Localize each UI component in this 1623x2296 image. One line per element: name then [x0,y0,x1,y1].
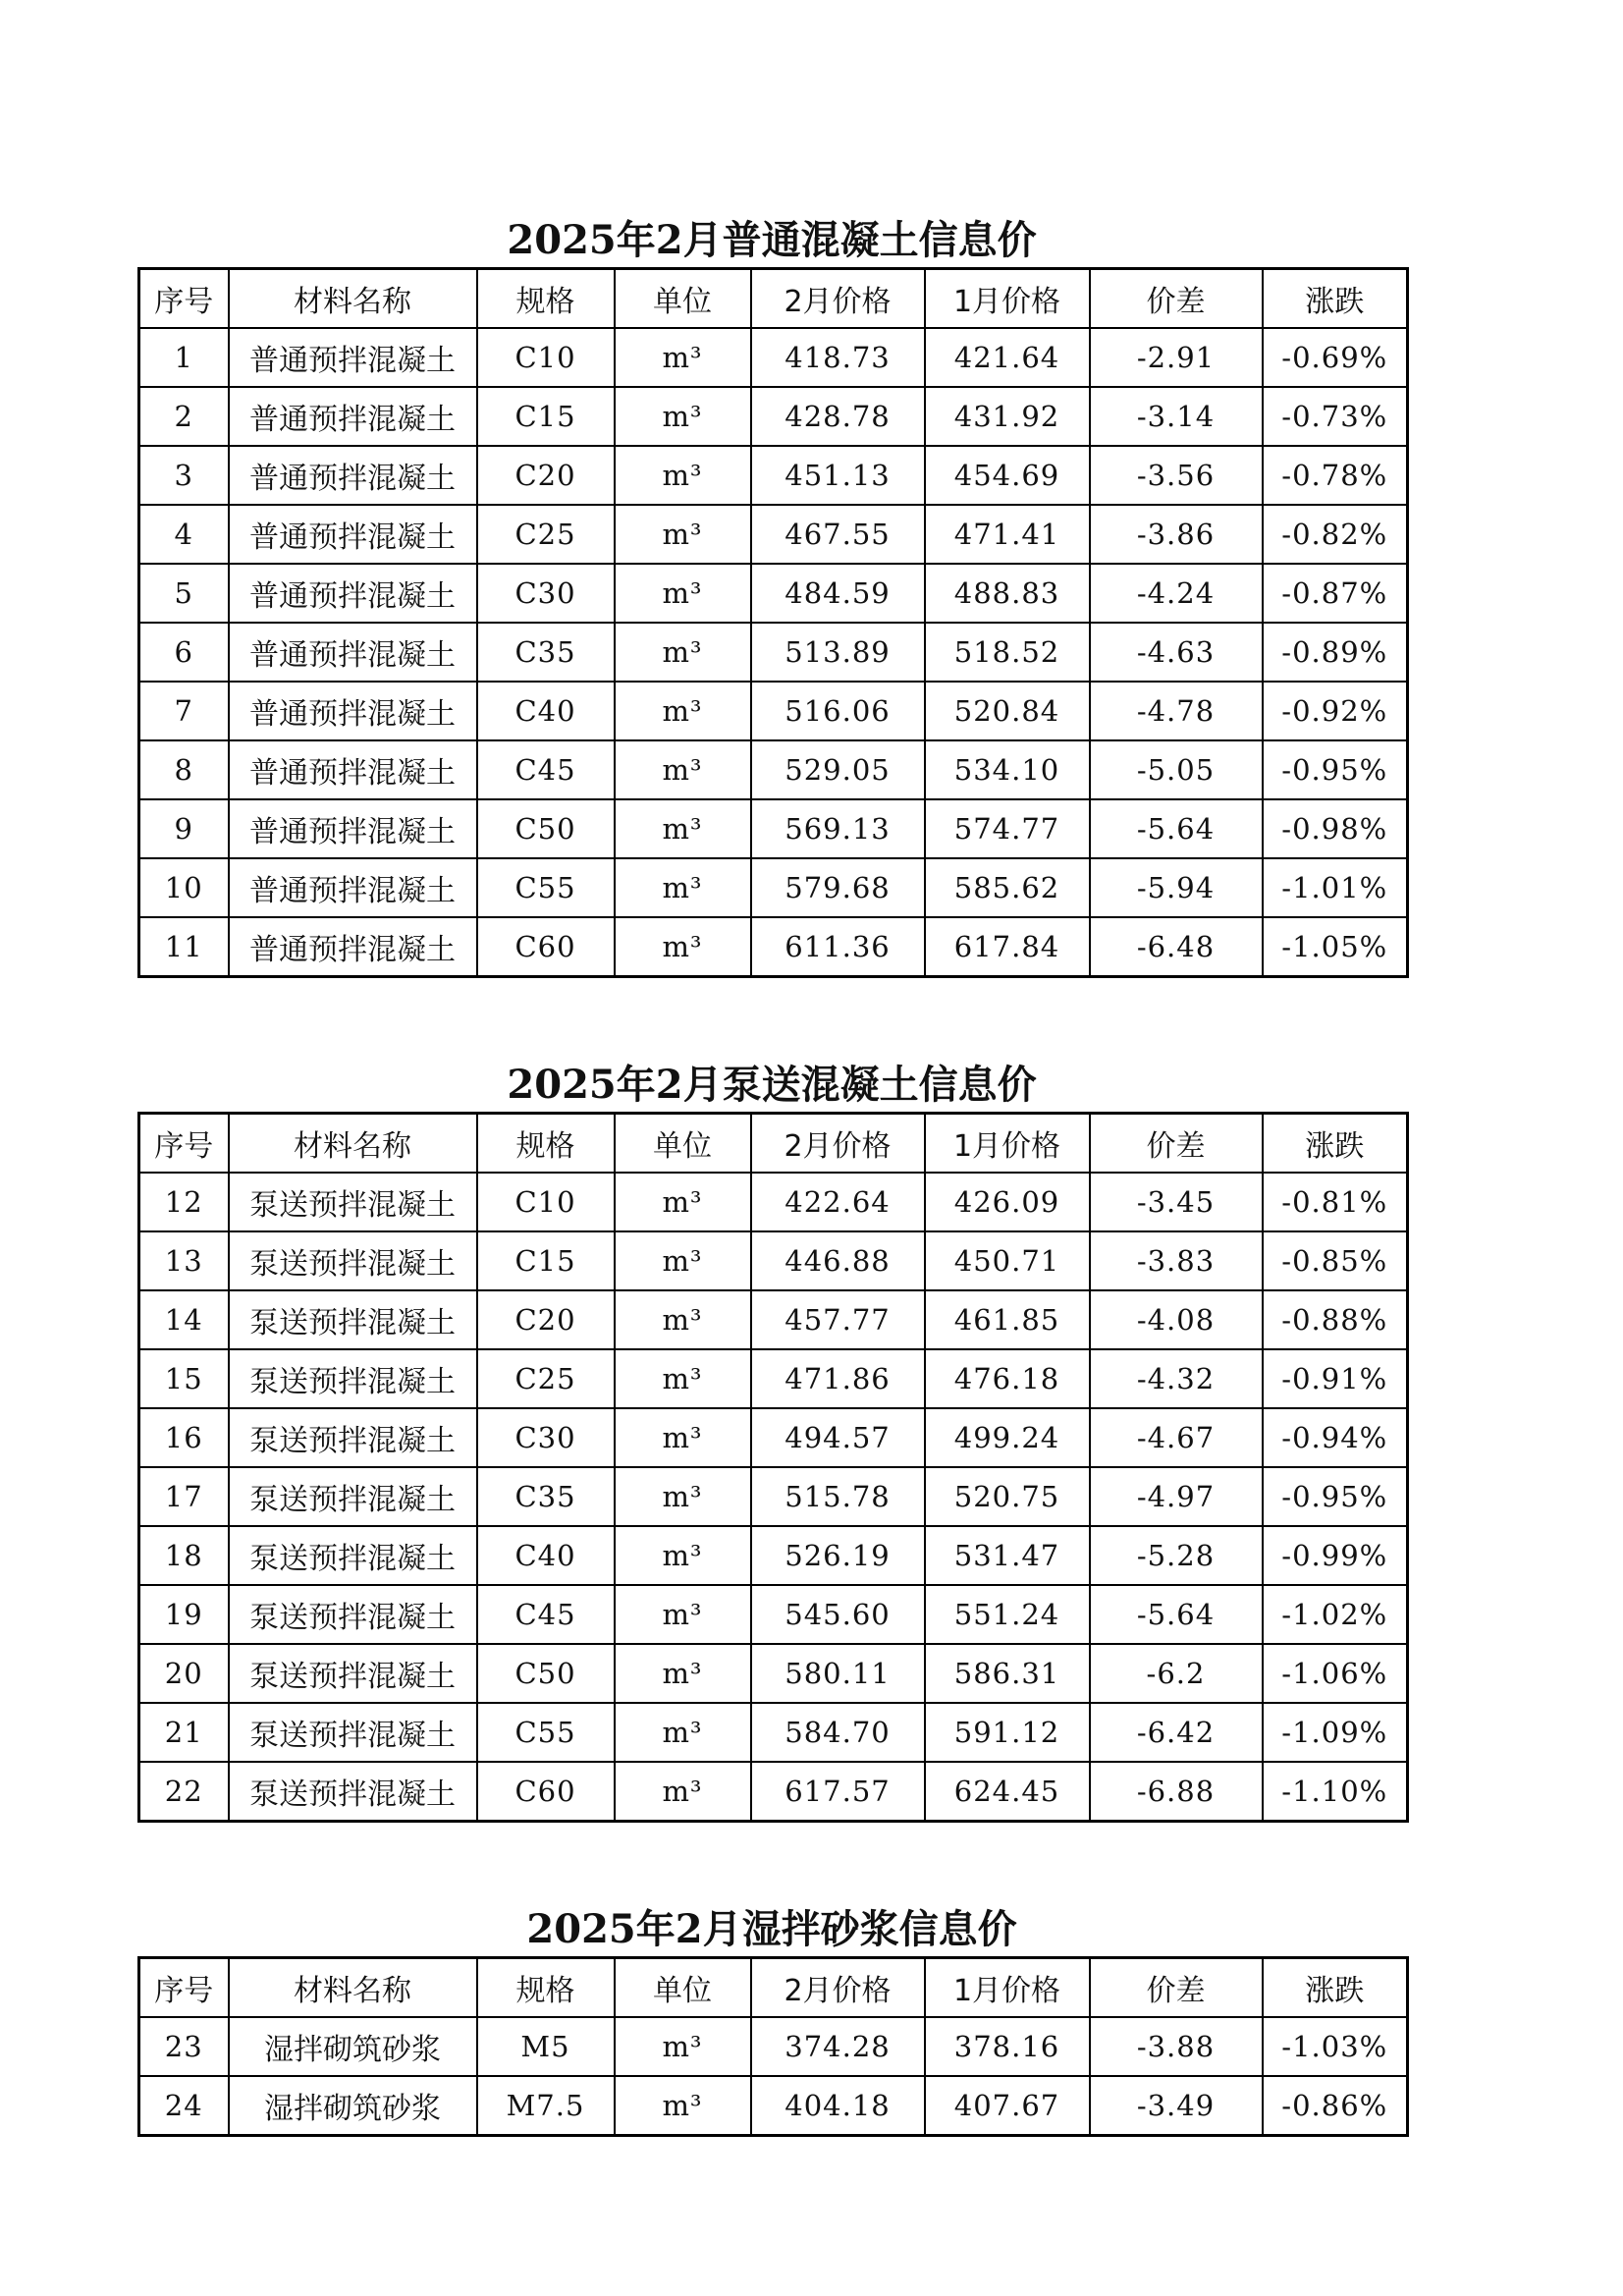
cell-spec: C45 [477,1585,615,1644]
cell-material-name: 湿拌砌筑砂浆 [229,2076,477,2136]
table-row [139,1703,1408,1762]
cell-feb-price: 451.13 [751,446,925,505]
cell-spec: C55 [477,858,615,917]
cell-material-name: 泵送预拌混凝土 [229,1467,477,1526]
price-table [137,1112,1409,1823]
cell-material-name: 普通预拌混凝土 [229,623,477,682]
cell-unit: m³ [615,740,751,799]
cell-feb-price: 471.86 [751,1349,925,1408]
cell-material-name: 泵送预拌混凝土 [229,1703,477,1762]
cell-material-name: 普通预拌混凝土 [229,799,477,858]
column-header-unit: 单位 [615,1958,751,2018]
cell-material-name: 普通预拌混凝土 [229,682,477,740]
cell-spec: C25 [477,505,615,564]
cell-feb-price: 545.60 [751,1585,925,1644]
cell-spec: C15 [477,1231,615,1290]
column-header-index: 序号 [139,1114,229,1174]
cell-material-name: 泵送预拌混凝土 [229,1349,477,1408]
cell-price-diff: -3.45 [1090,1173,1263,1231]
cell-material-name: 泵送预拌混凝土 [229,1290,477,1349]
table-row [139,858,1408,917]
cell-material-name: 普通预拌混凝土 [229,446,477,505]
cell-change-pct: -0.85% [1263,1231,1408,1290]
column-header-spec: 规格 [477,1958,615,2018]
cell-price-diff: -2.91 [1090,328,1263,387]
cell-price-diff: -4.78 [1090,682,1263,740]
cell-price-diff: -5.64 [1090,799,1263,858]
cell-material-name: 泵送预拌混凝土 [229,1526,477,1585]
cell-index: 23 [139,2017,229,2076]
cell-material-name: 泵送预拌混凝土 [229,1408,477,1467]
cell-change-pct: -0.89% [1263,623,1408,682]
cell-price-diff: -4.97 [1090,1467,1263,1526]
cell-material-name: 普通预拌混凝土 [229,858,477,917]
cell-material-name: 普通预拌混凝土 [229,505,477,564]
cell-price-diff: -6.88 [1090,1762,1263,1822]
cell-unit: m³ [615,1408,751,1467]
cell-index: 16 [139,1408,229,1467]
cell-unit: m³ [615,328,751,387]
cell-change-pct: -1.01% [1263,858,1408,917]
column-header-feb-price: 2月价格 [751,1114,925,1174]
section-title: 2025年2月湿拌砂浆信息价 [526,1906,1017,1952]
cell-unit: m³ [615,564,751,623]
cell-change-pct: -0.69% [1263,328,1408,387]
cell-feb-price: 569.13 [751,799,925,858]
cell-price-diff: -5.94 [1090,858,1263,917]
cell-jan-price: 520.84 [925,682,1090,740]
cell-unit: m³ [615,387,751,446]
cell-price-diff: -4.24 [1090,564,1263,623]
cell-feb-price: 484.59 [751,564,925,623]
table-row [139,2076,1408,2136]
cell-jan-price: 586.31 [925,1644,1090,1703]
cell-feb-price: 446.88 [751,1231,925,1290]
cell-change-pct: -0.87% [1263,564,1408,623]
table-row [139,1762,1408,1822]
cell-jan-price: 488.83 [925,564,1090,623]
cell-jan-price: 431.92 [925,387,1090,446]
cell-index: 10 [139,858,229,917]
cell-unit: m³ [615,1231,751,1290]
cell-price-diff: -3.49 [1090,2076,1263,2136]
table-row [139,1173,1408,1231]
table-row [139,623,1408,682]
cell-index: 19 [139,1585,229,1644]
cell-unit: m³ [615,1467,751,1526]
column-header-unit: 单位 [615,269,751,329]
table-row [139,1585,1408,1644]
cell-index: 24 [139,2076,229,2136]
cell-jan-price: 534.10 [925,740,1090,799]
cell-spec: C55 [477,1703,615,1762]
cell-change-pct: -0.78% [1263,446,1408,505]
cell-unit: m³ [615,917,751,977]
cell-spec: C35 [477,623,615,682]
table-row [139,328,1408,387]
cell-index: 8 [139,740,229,799]
table-row [139,1408,1408,1467]
cell-change-pct: -0.94% [1263,1408,1408,1467]
cell-price-diff: -4.32 [1090,1349,1263,1408]
cell-change-pct: -0.82% [1263,505,1408,564]
cell-price-diff: -4.67 [1090,1408,1263,1467]
cell-spec: C60 [477,1762,615,1822]
cell-spec: M7.5 [477,2076,615,2136]
column-header-material-name: 材料名称 [229,1114,477,1174]
cell-feb-price: 526.19 [751,1526,925,1585]
cell-change-pct: -0.92% [1263,682,1408,740]
cell-index: 5 [139,564,229,623]
table-row [139,1467,1408,1526]
cell-spec: C40 [477,682,615,740]
cell-price-diff: -5.28 [1090,1526,1263,1585]
cell-index: 7 [139,682,229,740]
table-row [139,917,1408,977]
cell-price-diff: -3.88 [1090,2017,1263,2076]
cell-unit: m³ [615,1290,751,1349]
cell-price-diff: -3.14 [1090,387,1263,446]
cell-change-pct: -1.02% [1263,1585,1408,1644]
cell-change-pct: -1.10% [1263,1762,1408,1822]
cell-index: 9 [139,799,229,858]
cell-feb-price: 418.73 [751,328,925,387]
cell-jan-price: 426.09 [925,1173,1090,1231]
cell-feb-price: 404.18 [751,2076,925,2136]
table-header-row [139,1958,1408,2018]
table-header-row [139,269,1408,329]
cell-spec: M5 [477,2017,615,2076]
table-row [139,1644,1408,1703]
cell-feb-price: 516.06 [751,682,925,740]
cell-jan-price: 421.64 [925,328,1090,387]
table-row [139,564,1408,623]
cell-unit: m³ [615,2017,751,2076]
cell-feb-price: 580.11 [751,1644,925,1703]
cell-jan-price: 585.62 [925,858,1090,917]
cell-price-diff: -6.42 [1090,1703,1263,1762]
cell-jan-price: 591.12 [925,1703,1090,1762]
cell-unit: m³ [615,1762,751,1822]
cell-index: 17 [139,1467,229,1526]
cell-jan-price: 461.85 [925,1290,1090,1349]
cell-unit: m³ [615,799,751,858]
column-header-price-diff: 价差 [1090,1114,1263,1174]
section-title: 2025年2月普通混凝土信息价 [507,217,1037,263]
cell-change-pct: -0.95% [1263,1467,1408,1526]
cell-material-name: 泵送预拌混凝土 [229,1585,477,1644]
column-header-feb-price: 2月价格 [751,1958,925,2018]
cell-feb-price: 513.89 [751,623,925,682]
column-header-price-diff: 价差 [1090,1958,1263,2018]
cell-index: 3 [139,446,229,505]
cell-unit: m³ [615,1644,751,1703]
table-row [139,387,1408,446]
cell-feb-price: 457.77 [751,1290,925,1349]
cell-change-pct: -1.09% [1263,1703,1408,1762]
cell-material-name: 泵送预拌混凝土 [229,1762,477,1822]
cell-change-pct: -0.73% [1263,387,1408,446]
table-row [139,799,1408,858]
cell-spec: C10 [477,328,615,387]
cell-price-diff: -4.08 [1090,1290,1263,1349]
table-row [139,505,1408,564]
cell-jan-price: 476.18 [925,1349,1090,1408]
cell-jan-price: 531.47 [925,1526,1090,1585]
column-header-jan-price: 1月价格 [925,269,1090,329]
cell-feb-price: 428.78 [751,387,925,446]
cell-material-name: 普通预拌混凝土 [229,917,477,977]
cell-feb-price: 579.68 [751,858,925,917]
table-row [139,446,1408,505]
cell-spec: C20 [477,446,615,505]
cell-change-pct: -0.81% [1263,1173,1408,1231]
column-header-index: 序号 [139,269,229,329]
column-header-index: 序号 [139,1958,229,2018]
cell-unit: m³ [615,1585,751,1644]
column-header-spec: 规格 [477,269,615,329]
cell-index: 15 [139,1349,229,1408]
cell-index: 18 [139,1526,229,1585]
cell-price-diff: -5.64 [1090,1585,1263,1644]
cell-spec: C45 [477,740,615,799]
cell-unit: m³ [615,623,751,682]
cell-index: 6 [139,623,229,682]
cell-spec: C40 [477,1526,615,1585]
cell-jan-price: 378.16 [925,2017,1090,2076]
column-header-change-pct: 涨跌 [1263,269,1408,329]
cell-feb-price: 611.36 [751,917,925,977]
price-table [137,267,1409,978]
cell-index: 14 [139,1290,229,1349]
cell-material-name: 湿拌砌筑砂浆 [229,2017,477,2076]
table-row [139,1349,1408,1408]
cell-spec: C35 [477,1467,615,1526]
section-wet-mortar [137,1903,1406,2137]
cell-jan-price: 551.24 [925,1585,1090,1644]
cell-jan-price: 520.75 [925,1467,1090,1526]
cell-jan-price: 624.45 [925,1762,1090,1822]
cell-material-name: 泵送预拌混凝土 [229,1231,477,1290]
cell-change-pct: -1.05% [1263,917,1408,977]
cell-unit: m³ [615,1526,751,1585]
cell-material-name: 普通预拌混凝土 [229,328,477,387]
cell-spec: C15 [477,387,615,446]
cell-unit: m³ [615,446,751,505]
cell-jan-price: 617.84 [925,917,1090,977]
column-header-material-name: 材料名称 [229,269,477,329]
cell-material-name: 普通预拌混凝土 [229,387,477,446]
cell-index: 13 [139,1231,229,1290]
column-header-feb-price: 2月价格 [751,269,925,329]
cell-change-pct: -0.88% [1263,1290,1408,1349]
cell-price-diff: -5.05 [1090,740,1263,799]
cell-spec: C10 [477,1173,615,1231]
cell-price-diff: -3.56 [1090,446,1263,505]
cell-spec: C50 [477,1644,615,1703]
table-row [139,1290,1408,1349]
table-row [139,1231,1408,1290]
cell-spec: C60 [477,917,615,977]
cell-change-pct: -0.98% [1263,799,1408,858]
cell-unit: m³ [615,682,751,740]
cell-index: 4 [139,505,229,564]
cell-material-name: 泵送预拌混凝土 [229,1173,477,1231]
cell-index: 1 [139,328,229,387]
cell-jan-price: 499.24 [925,1408,1090,1467]
cell-price-diff: -6.2 [1090,1644,1263,1703]
section-title: 2025年2月泵送混凝土信息价 [507,1062,1037,1108]
cell-change-pct: -0.86% [1263,2076,1408,2136]
cell-index: 20 [139,1644,229,1703]
table-row [139,740,1408,799]
cell-change-pct: -0.91% [1263,1349,1408,1408]
cell-price-diff: -4.63 [1090,623,1263,682]
cell-price-diff: -3.86 [1090,505,1263,564]
cell-spec: C50 [477,799,615,858]
table-row [139,682,1408,740]
cell-feb-price: 584.70 [751,1703,925,1762]
price-table [137,1956,1409,2137]
column-header-change-pct: 涨跌 [1263,1114,1408,1174]
cell-jan-price: 407.67 [925,2076,1090,2136]
cell-feb-price: 515.78 [751,1467,925,1526]
section-pumped-concrete [137,1059,1406,1823]
cell-index: 2 [139,387,229,446]
cell-change-pct: -0.95% [1263,740,1408,799]
table-header-row [139,1114,1408,1174]
cell-change-pct: -1.03% [1263,2017,1408,2076]
cell-jan-price: 454.69 [925,446,1090,505]
column-header-change-pct: 涨跌 [1263,1958,1408,2018]
column-header-unit: 单位 [615,1114,751,1174]
cell-feb-price: 374.28 [751,2017,925,2076]
cell-feb-price: 422.64 [751,1173,925,1231]
table-row [139,1526,1408,1585]
cell-feb-price: 617.57 [751,1762,925,1822]
cell-price-diff: -3.83 [1090,1231,1263,1290]
cell-index: 11 [139,917,229,977]
column-header-jan-price: 1月价格 [925,1958,1090,2018]
cell-jan-price: 518.52 [925,623,1090,682]
column-header-jan-price: 1月价格 [925,1114,1090,1174]
cell-spec: C30 [477,564,615,623]
cell-index: 12 [139,1173,229,1231]
cell-feb-price: 494.57 [751,1408,925,1467]
cell-material-name: 普通预拌混凝土 [229,740,477,799]
cell-material-name: 普通预拌混凝土 [229,564,477,623]
cell-change-pct: -0.99% [1263,1526,1408,1585]
cell-feb-price: 529.05 [751,740,925,799]
cell-unit: m³ [615,2076,751,2136]
cell-jan-price: 450.71 [925,1231,1090,1290]
column-header-price-diff: 价差 [1090,269,1263,329]
table-row [139,2017,1408,2076]
section-ordinary-concrete [137,214,1406,978]
cell-spec: C25 [477,1349,615,1408]
cell-unit: m³ [615,1173,751,1231]
cell-unit: m³ [615,505,751,564]
cell-change-pct: -1.06% [1263,1644,1408,1703]
cell-spec: C20 [477,1290,615,1349]
cell-material-name: 泵送预拌混凝土 [229,1644,477,1703]
cell-index: 22 [139,1762,229,1822]
column-header-material-name: 材料名称 [229,1958,477,2018]
column-header-spec: 规格 [477,1114,615,1174]
cell-unit: m³ [615,1349,751,1408]
cell-price-diff: -6.48 [1090,917,1263,977]
cell-index: 21 [139,1703,229,1762]
cell-spec: C30 [477,1408,615,1467]
cell-unit: m³ [615,858,751,917]
cell-feb-price: 467.55 [751,505,925,564]
cell-jan-price: 574.77 [925,799,1090,858]
cell-jan-price: 471.41 [925,505,1090,564]
cell-unit: m³ [615,1703,751,1762]
